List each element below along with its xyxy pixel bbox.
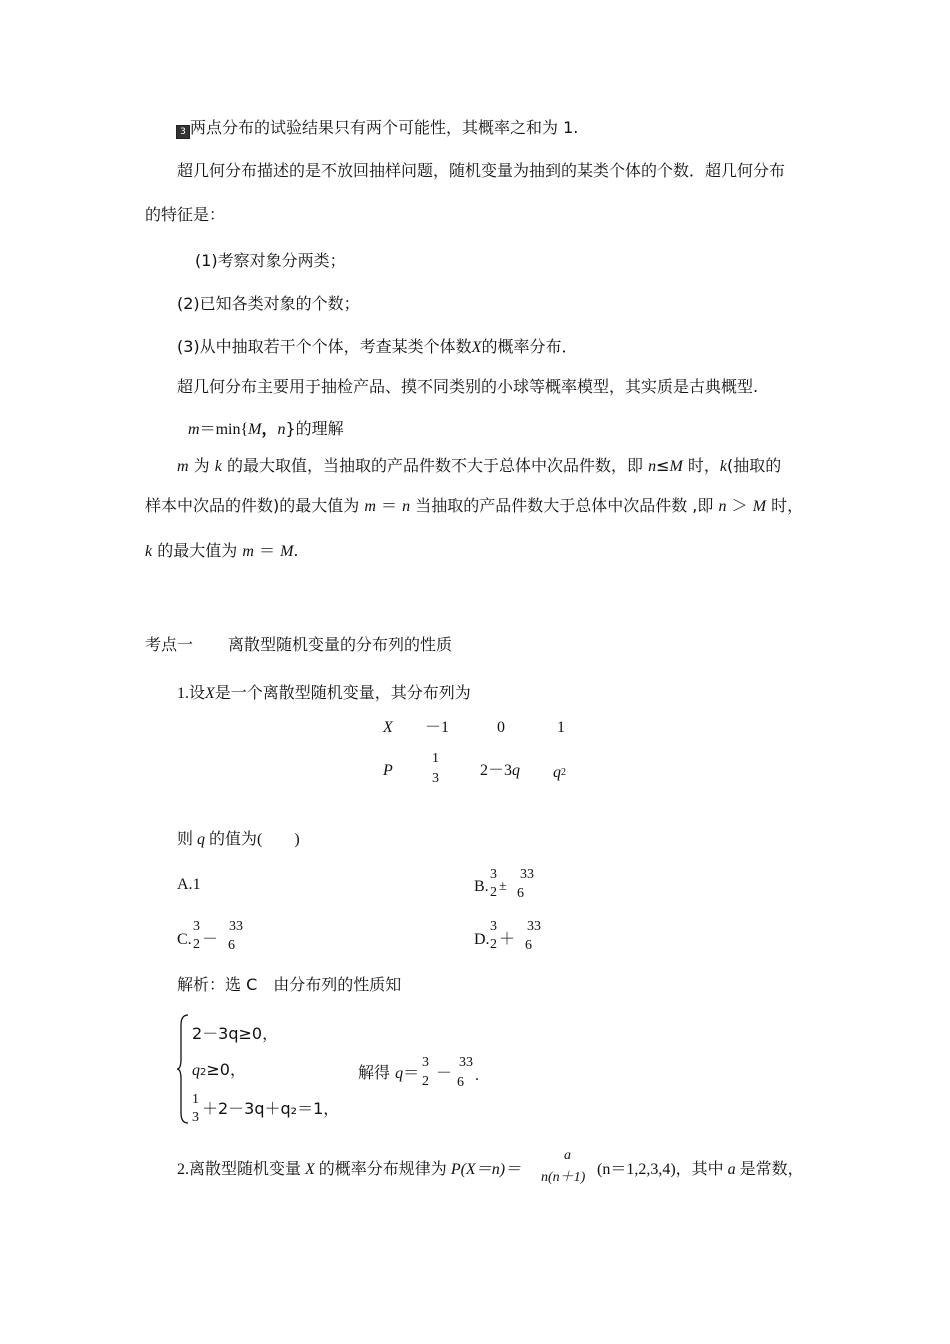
table-x-val-3: 1: [557, 719, 565, 736]
system-eq-2: q2≥0，: [192, 1060, 246, 1079]
system-eq-1: 2－3q≥0，: [192, 1024, 279, 1043]
para3-line3: k 的最大值为 m ＝ M.: [145, 541, 299, 560]
table-p-1-den: 3: [432, 771, 439, 786]
q1-ask: 则 q 的值为( ): [177, 831, 300, 848]
solution-intro: 解析：选 C 由分布列的性质知: [177, 975, 402, 994]
option-a: A.1: [177, 876, 201, 893]
feature-2: (2)已知各类对象的个数；: [177, 294, 360, 313]
table-p-3: $q^2$: [553, 764, 566, 781]
system-brace: [176, 1013, 190, 1125]
para3-line1: m 为 k 的最大取值，当抽取的产品件数不大于总体中次品件数，即 n≤M 时，k(抽取的: [177, 456, 782, 475]
bullet-text: 两点分布的试验结果只有两个可能性，其概率之和为 1.: [190, 118, 579, 137]
table-p-label: P: [383, 762, 393, 779]
table-x-label: X: [383, 719, 393, 736]
table-p-2: 2－3q: [480, 762, 521, 779]
table-p-1-num: 1: [432, 751, 439, 766]
feature-3: (3)从中抽取若干个个体，考查某类个体数X的概率分布．: [177, 337, 578, 356]
feature-1: (1)考察对象分两类；: [195, 251, 346, 270]
subhead: m＝min{M，n}的理解: [188, 419, 344, 438]
para3-line2: 样本中次品的件数)的最大值为 m ＝ n 当抽取的产品件数大于总体中次品件数 ,即 n ＞ M 时，: [145, 496, 804, 515]
para1-line2: 的特征是：: [145, 205, 226, 224]
section-title: 离散型随机变量的分布列的性质: [228, 637, 453, 654]
table-x-val-1: －1: [425, 719, 450, 736]
para1-line1: 超几何分布描述的是不放回抽样问题，随机变量为抽到的某类个体的个数．超几何分布: [177, 161, 786, 180]
para2: 超几何分布主要用于抽检产品、摸不同类别的小球等概率模型，其实质是古典概型.: [177, 377, 759, 396]
section-label: 考点一: [145, 637, 194, 654]
table-x-val-2: 0: [497, 719, 505, 736]
q1-stem: 1.设X是一个离散型随机变量，其分布列为: [177, 685, 471, 702]
circled-3-icon: 3: [176, 125, 190, 139]
